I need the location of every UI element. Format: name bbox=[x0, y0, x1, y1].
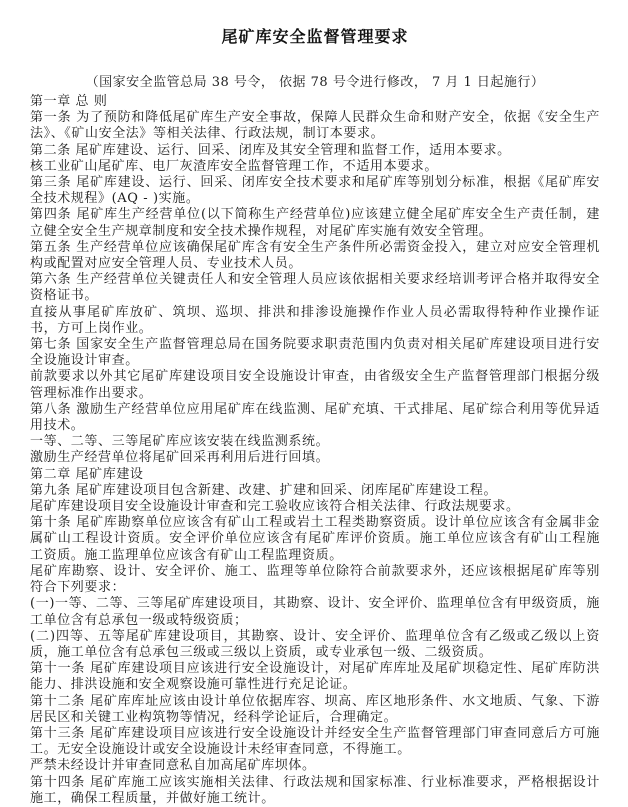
paragraph: 直接从事尾矿库放矿、筑坝、巡坝、排洪和排渗设施操作作业人员必需取得特种作业操作证书，方可上岗作业。 bbox=[30, 304, 600, 336]
chapter-heading: 第一章 总 则 bbox=[30, 94, 108, 109]
paragraph: 尾矿库建设项目安全设施设计审查和完工验收应该符合相关法律、行政法规要求。 bbox=[30, 499, 520, 515]
paragraph: 第九条 尾矿库建设项目包含新建、改建、扩建和回采、闭库尾矿库建设工程。 bbox=[30, 482, 498, 498]
paragraph: 第八条 激励生产经营单位应用尾矿库在线监测、尾矿充填、干式排尾、尾矿综合利用等优异适用技术。 bbox=[30, 401, 600, 434]
paragraph: 激励生产经营单位将尾矿回采再利用后进行回填。 bbox=[30, 450, 330, 466]
paragraph: (一)一等、二等、三等尾矿库建设项目，其勘察、设计、安全评价、监理单位含有甲级资质，施工单位含有总承包一级或特级资质； bbox=[30, 596, 600, 628]
paragraph: 第五条 生产经营单位应该确保尾矿库含有安全生产条件所必需资金投入，建立对应安全管理机构或配置对应安全管理人员、专业技术人员。 bbox=[30, 239, 600, 272]
paragraph: 一等、二等、三等尾矿库应该安装在线监测系统。 bbox=[30, 434, 330, 450]
paragraph: 第十一条 尾矿库建设项目应该进行安全设施设计，对尾矿库库址及尾矿坝稳定性、尾矿库防洪能力、排洪设施和安全观察设施可靠性进行充足论证。 bbox=[30, 661, 600, 693]
paragraph: 第十三条 尾矿库建设项目应该进行安全设施设计并经安全生产监督管理部门审查同意后方可施工。无安全设施设计或安全设施设计未经审查同意，不得施工。 bbox=[30, 725, 600, 758]
paragraph: 第二条 尾矿库建设、运行、回采、闭库及其安全管理和监督工作，适用本要求。 bbox=[30, 142, 511, 158]
paragraph: (二)四等、五等尾矿库建设项目，其勘察、设计、安全评价、监理单位含有乙级或乙级以上资质，施工单位含有总承包三级或三级以上资质，或专业承包一级、二级资质。 bbox=[30, 628, 600, 660]
paragraph: 第一条 为了预防和降低尾矿库生产安全事故，保障人民群众生命和财产安全，依据《安全生产法》、《矿山安全法》等相关法律、行政法规，制订本要求。 bbox=[30, 110, 600, 142]
document-body bbox=[30, 94, 600, 807]
paragraph: 第十条 尾矿库勘察单位应该含有矿山工程或岩土工程类勘察资质。设计单位应该含有金属非金属矿山工程设计资质。安全评价单位应该含有尾矿库评价资质。施工单位应该含有矿山工程施工资质。施工监理单位应该含有矿山工程监理资质。 bbox=[30, 515, 600, 563]
document-subtitle: （国家安全监管总局 38 号令， 依据 78 号令进行修改， 7 月 1 日起施行） bbox=[85, 75, 545, 90]
document-title: 尾矿库安全监督管理要求 bbox=[221, 27, 409, 46]
paragraph: 核工业矿山尾矿库、电厂灰渣库安全监督管理工作，不适用本要求。 bbox=[30, 158, 439, 174]
paragraph: 第七条 国家安全生产监督管理总局在国务院要求职责范围内负责对相关尾矿库建设项目进行安全设施设计审查。 bbox=[30, 337, 600, 369]
chapter-heading: 第二章 尾矿库建设 bbox=[30, 466, 144, 482]
paragraph: 第六条 生产经营单位关键责任人和安全管理人员应该依据相关要求经培训考评合格并取得安全资格证书。 bbox=[30, 272, 600, 304]
paragraph: 第十二条 尾矿库库址应该由设计单位依据库容、坝高、库区地形条件、水文地质、气象、下游居民区和关键工业构筑物等情况，经科学论证后，合理确定。 bbox=[30, 693, 600, 725]
paragraph: 严禁未经设计并审查同意私自加高尾矿库坝体。 bbox=[30, 758, 316, 774]
paragraph: 尾矿库勘察、设计、安全评价、施工、监理等单位除符合前款要求外，还应该根据尾矿库等别符合下列要求： bbox=[30, 563, 600, 596]
paragraph: 第四条 尾矿库生产经营单位(以下简称生产经营单位)应该建立健全尾矿库安全生产责任制，建立健全安全生产规章制度和安全技术操作规程，对尾矿库实施有效安全管理。 bbox=[30, 207, 600, 239]
paragraph: 第三条 尾矿库建设、运行、回采、闭库安全技术要求和尾矿库等别划分标准，根据《尾矿库安全技术规程》(AQ - )实施。 bbox=[30, 175, 600, 207]
paragraph: 前款要求以外其它尾矿库建设项目安全设施设计审查，由省级安全生产监督管理部门根据分级管理标准作出要求。 bbox=[30, 369, 600, 401]
paragraph: 第十四条 尾矿库施工应该实施相关法律、行政法规和国家标准、行业标准要求，严格根据设计施工，确保工程质量，并做好施工统计。 bbox=[30, 774, 600, 806]
